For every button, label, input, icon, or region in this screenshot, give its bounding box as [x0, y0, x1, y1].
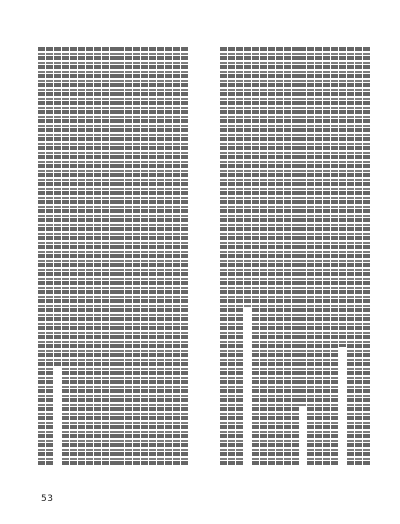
text-line	[347, 47, 354, 465]
right-text-block	[220, 47, 370, 465]
text-line	[355, 47, 362, 465]
text-line	[292, 47, 299, 465]
text-line	[339, 47, 346, 347]
left-text-block	[38, 47, 188, 465]
text-line	[276, 47, 283, 465]
text-line	[94, 47, 101, 465]
text-line	[173, 47, 180, 465]
text-line	[141, 47, 148, 465]
text-line	[38, 47, 45, 465]
text-line	[86, 47, 93, 465]
text-line	[307, 47, 314, 465]
text-line	[165, 47, 172, 465]
text-line	[110, 47, 117, 465]
page-number: 53	[41, 494, 54, 504]
text-line	[117, 47, 124, 465]
text-line	[70, 47, 77, 465]
text-line	[236, 47, 243, 465]
text-line	[46, 47, 53, 465]
text-line	[181, 47, 188, 465]
text-line	[62, 47, 69, 465]
text-line	[315, 47, 322, 465]
text-line	[54, 47, 61, 367]
text-line	[133, 47, 140, 465]
text-line	[102, 47, 109, 465]
text-line	[331, 47, 338, 465]
text-line	[260, 47, 267, 465]
text-line	[284, 47, 291, 465]
text-line	[149, 47, 156, 465]
text-line	[363, 47, 370, 465]
text-line	[157, 47, 164, 465]
text-line	[125, 47, 132, 465]
text-line	[252, 47, 259, 465]
text-line	[299, 47, 306, 407]
text-line	[268, 47, 275, 465]
text-line	[220, 47, 227, 465]
text-line	[228, 47, 235, 465]
text-line	[244, 47, 251, 307]
text-line	[78, 47, 85, 465]
text-line	[323, 47, 330, 465]
